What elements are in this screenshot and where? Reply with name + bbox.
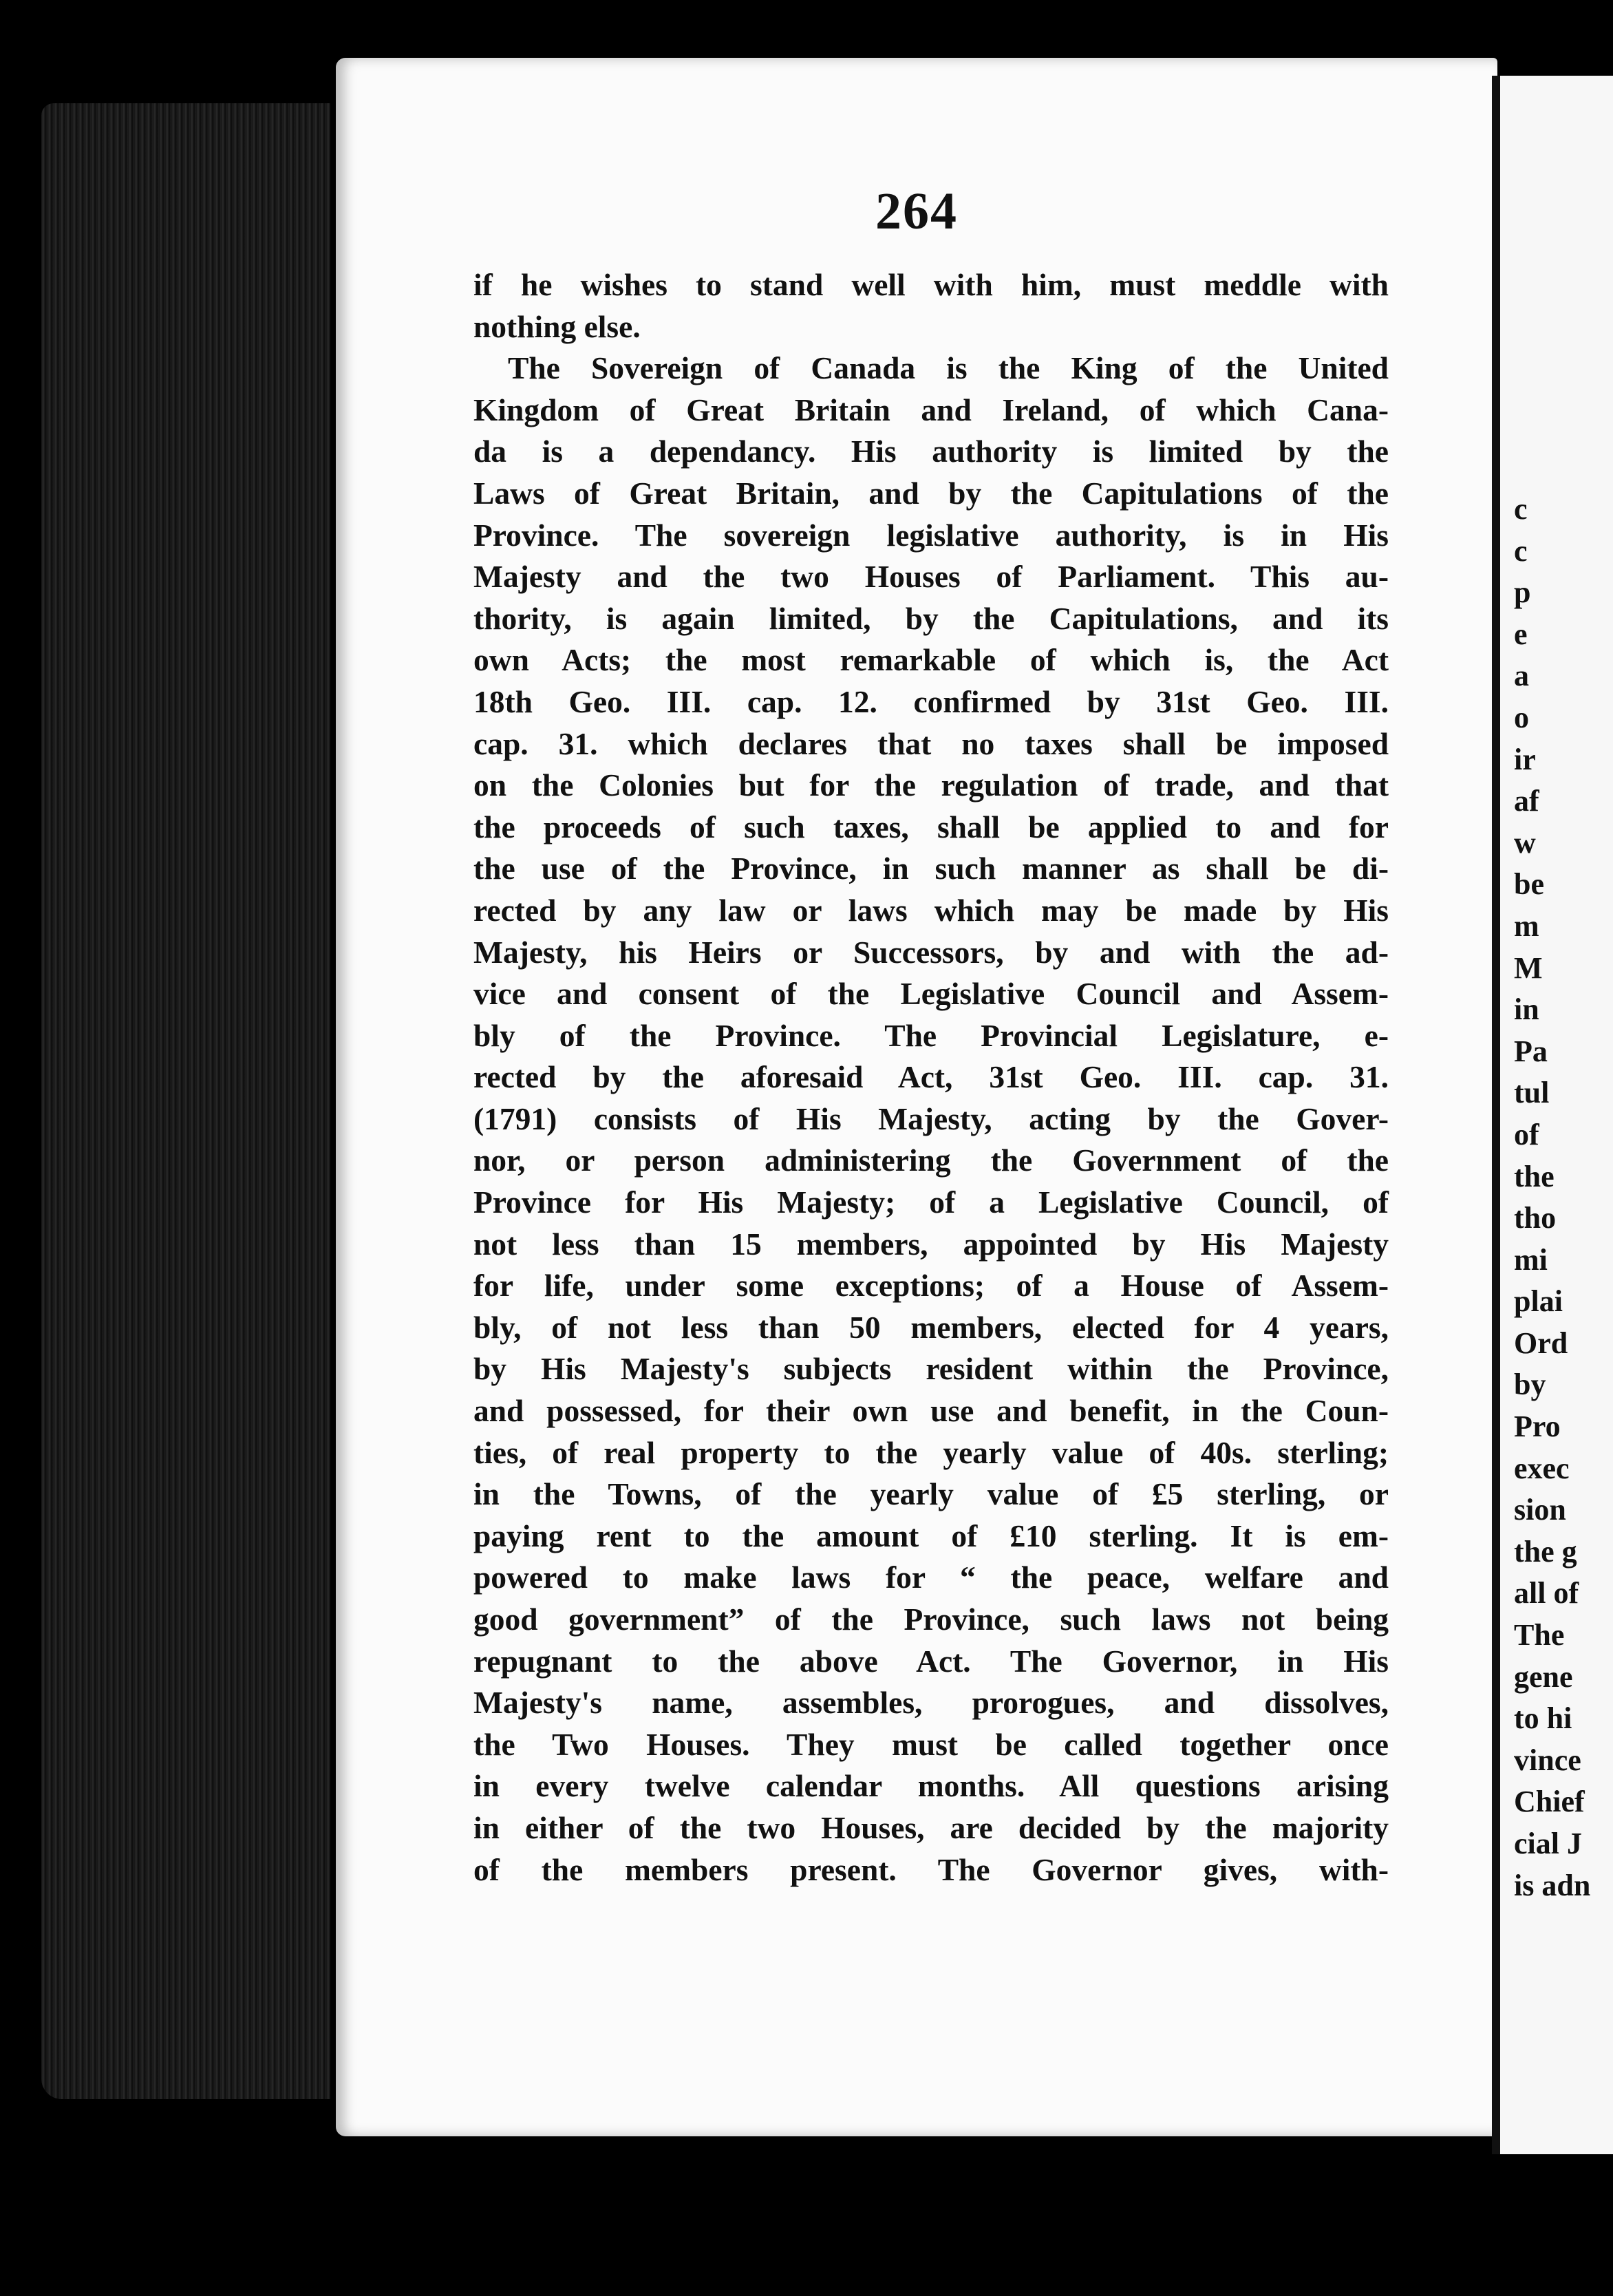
- text-line: in either of the two Houses, are decided by the majority: [473, 1809, 1389, 1845]
- facing-text-fragment: plai: [1514, 1284, 1563, 1319]
- facing-text-fragment: by: [1514, 1368, 1546, 1402]
- facing-text-fragment: to hi: [1514, 1701, 1572, 1736]
- text-line: Province. The sovereign legislative authority, is in His: [473, 517, 1389, 553]
- page-number: 264: [875, 182, 958, 240]
- facing-text-fragment: Chief: [1514, 1785, 1585, 1819]
- facing-text-fragment: is adn: [1514, 1868, 1591, 1902]
- text-line: and possessed, for their own use and benefit, in the Coun-: [473, 1393, 1389, 1429]
- text-line: (1791) consists of His Majesty, acting by the Gover-: [473, 1101, 1389, 1136]
- text-line: Laws of Great Britain, and by the Capitulations of the: [473, 475, 1389, 511]
- facing-text-fragment: of: [1514, 1117, 1539, 1151]
- facing-text-fragment: w: [1514, 825, 1536, 860]
- facing-text-fragment: gene: [1514, 1659, 1573, 1694]
- book-page: [336, 58, 1497, 2136]
- text-line: da is a dependancy. His authority is limited by the: [473, 434, 1389, 469]
- facing-text-fragment: af: [1514, 784, 1539, 818]
- text-line: Kingdom of Great Britain and Ireland, of which Cana-: [473, 392, 1389, 427]
- facing-text-fragment: tul: [1514, 1076, 1550, 1110]
- text-line: the use of the Province, in such manner as shall be di-: [473, 851, 1389, 886]
- text-line: 18th Geo. III. cap. 12. confirmed by 31st Geo. III.: [473, 683, 1389, 719]
- text-line: of the members present. The Governor gives, with-: [473, 1851, 1389, 1887]
- facing-text-fragment: c: [1514, 492, 1528, 526]
- text-line: in the Towns, of the yearly value of £5 sterling, or: [473, 1476, 1389, 1512]
- facing-text-fragment: tho: [1514, 1201, 1557, 1235]
- facing-text-fragment: o: [1514, 700, 1529, 734]
- text-line: Province for His Majesty; of a Legislative Council, of: [473, 1184, 1389, 1220]
- text-line: if he wishes to stand well with him, must meddle with: [473, 267, 1389, 302]
- text-line: rected by any law or laws which may be made by His: [473, 892, 1389, 928]
- book-page-edges: [41, 103, 330, 2099]
- text-line: bly, of not less than 50 members, elected for 4 years,: [473, 1309, 1389, 1345]
- facing-text-fragment: the g: [1514, 1534, 1577, 1569]
- text-line: ties, of real property to the yearly value of 40s. sterling;: [473, 1434, 1389, 1470]
- facing-text-fragment: m: [1514, 908, 1539, 943]
- facing-text-fragment: c: [1514, 533, 1528, 568]
- text-line: by His Majesty's subjects resident within the Province,: [473, 1351, 1389, 1387]
- text-line: cap. 31. which declares that no taxes shall be imposed: [473, 725, 1389, 761]
- text-line: good government” of the Province, such laws not being: [473, 1602, 1389, 1637]
- facing-text-fragment: mi: [1514, 1242, 1548, 1277]
- facing-text-fragment: sion: [1514, 1493, 1566, 1527]
- text-line: rected by the aforesaid Act, 31st Geo. III. cap. 31.: [473, 1059, 1389, 1095]
- text-line: thority, is again limited, by the Capitulations, and its: [473, 600, 1389, 636]
- text-line: Majesty, his Heirs or Successors, by and with the ad-: [473, 934, 1389, 970]
- text-line: the proceeds of such taxes, shall be applied to and for: [473, 809, 1389, 844]
- text-line: on the Colonies but for the regulation of trade, and that: [473, 767, 1389, 803]
- text-line: Majesty's name, assembles, prorogues, and dissolves,: [473, 1685, 1389, 1721]
- facing-page-text: [1514, 489, 1590, 1906]
- facing-text-fragment: the: [1514, 1159, 1555, 1193]
- facing-text-fragment: all of: [1514, 1576, 1579, 1611]
- facing-page-fragment: [1492, 76, 1613, 2154]
- facing-text-fragment: ir: [1514, 742, 1536, 776]
- text-line: Majesty and the two Houses of Parliament. This au-: [473, 559, 1389, 595]
- text-line: nor, or person administering the Government of the: [473, 1142, 1389, 1178]
- facing-text-fragment: M: [1514, 950, 1543, 985]
- text-line: The Sovereign of Canada is the King of the United: [508, 350, 1389, 386]
- text-line: not less than 15 members, appointed by His Majesty: [473, 1226, 1389, 1262]
- text-line: own Acts; the most remarkable of which is, the Act: [473, 642, 1389, 678]
- page-text: [473, 264, 1389, 1891]
- text-line: in every twelve calendar months. All questions arising: [473, 1768, 1389, 1804]
- text-line: bly of the Province. The Provincial Legislature, e-: [473, 1017, 1389, 1053]
- facing-text-fragment: Pa: [1514, 1034, 1548, 1068]
- facing-text-fragment: e: [1514, 617, 1528, 651]
- text-line: the Two Houses. They must be called together once: [473, 1726, 1389, 1762]
- facing-text-fragment: Ord: [1514, 1326, 1568, 1360]
- facing-text-fragment: be: [1514, 867, 1544, 902]
- facing-text-fragment: a: [1514, 659, 1529, 693]
- text-line: for life, under some exceptions; of a House of Assem-: [473, 1268, 1389, 1304]
- facing-text-fragment: Pro: [1514, 1410, 1561, 1444]
- text-line: repugnant to the above Act. The Governor, in His: [473, 1643, 1389, 1679]
- facing-text-fragment: cial J: [1514, 1827, 1582, 1860]
- text-line: paying rent to the amount of £10 sterling. It is em-: [473, 1518, 1389, 1553]
- facing-text-fragment: p: [1514, 575, 1531, 610]
- text-line: vice and consent of the Legislative Council and Assem-: [473, 976, 1389, 1012]
- facing-text-fragment: vince: [1514, 1743, 1581, 1777]
- text-line: powered to make laws for “ the peace, welfare and: [473, 1560, 1389, 1595]
- facing-text-fragment: in: [1514, 992, 1539, 1027]
- text-line: nothing else.: [473, 308, 641, 344]
- facing-text-fragment: The: [1514, 1618, 1565, 1652]
- facing-text-fragment: exec: [1514, 1451, 1570, 1485]
